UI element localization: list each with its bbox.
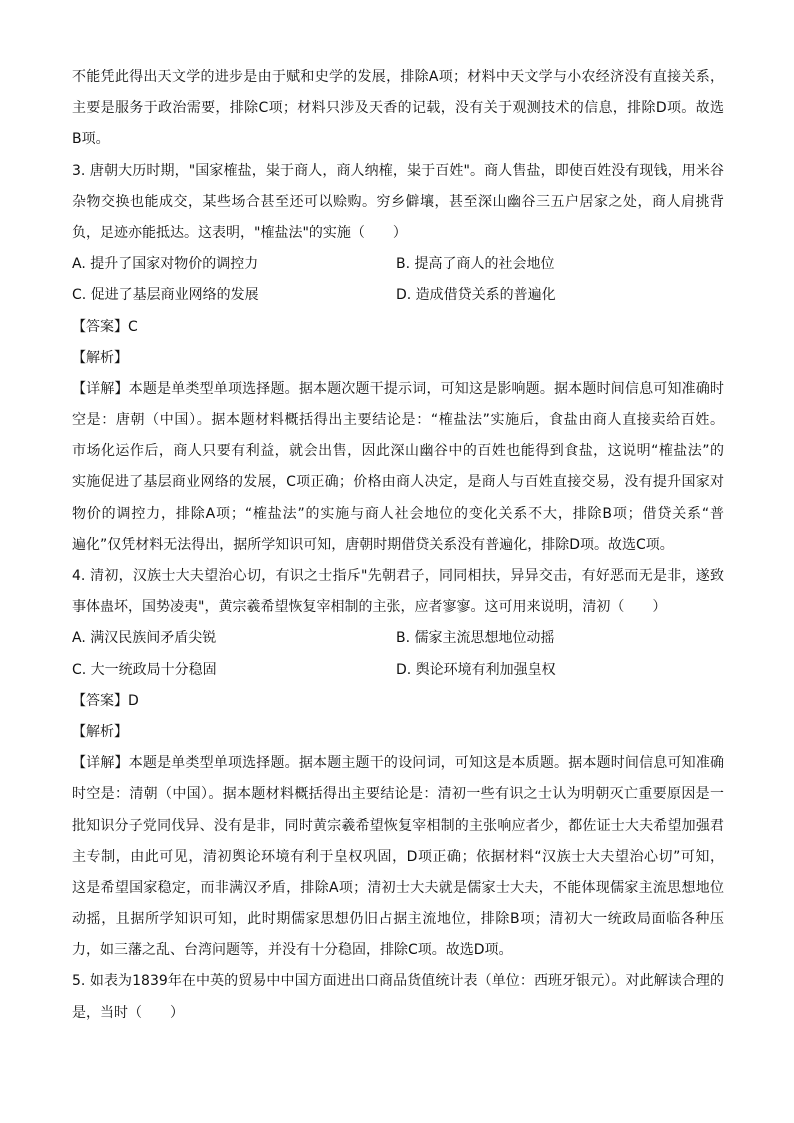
analysis-label: 【解析】 — [72, 349, 128, 366]
text-line: B项。 — [72, 131, 110, 148]
question-stem — [72, 966, 724, 1028]
text-line: 5. 如表为1839年在中英的贸易中中国方面进出口商品货值统计表（单位：西班牙银元）。对此解读合理的 — [72, 973, 724, 990]
text-line: 【详解】本题是单类型单项选择题。据本题主题干的设问词，可知这是本质题。据本题时间信息可知准确 — [72, 755, 724, 772]
text-line: 杂物交换也能成交，某些场合甚至还可以赊购。穷乡僻壤，甚至深山幽谷三五户居家之处，商人肩挑背 — [72, 193, 724, 210]
question-3 — [72, 156, 724, 561]
text-line: 主要是服务于政治需要，排除C项；材料只涉及天香的记载，没有关于观测技术的信息，排除D项。故选 — [72, 100, 724, 117]
text-line: 时空是：清朝（中国）。据本题材料概括得出主要结论是：清初一些有识之士认为明朝灭亡重要原因是一 — [72, 786, 724, 803]
options-row — [72, 249, 724, 280]
option-a: A. 提升了国家对物价的调控力 — [72, 256, 259, 273]
text-line: 4. 清初，汉族士大夫望治心切，有识之士指斥"先朝君子，同同相扶，异异交击，有好恶而无是非，遂致 — [72, 568, 724, 584]
text-line: 空是：唐朝（中国）。据本题材料概括得出主要结论是：“榷盐法”实施后，食盐由商人直接卖给百姓。 — [72, 412, 724, 429]
option-b: B. 儒家主流思想地位动摇 — [396, 630, 555, 647]
text-line: 是，当时（ ） — [72, 1004, 184, 1021]
option-b: B. 提高了商人的社会地位 — [396, 256, 555, 273]
answer-label: 【答案】D — [72, 692, 139, 709]
text-line: 这是希望国家稳定，而非满汉矛盾，排除A项；清初士大夫就是儒家士大夫，不能体现儒家主流思想地位 — [72, 879, 724, 896]
option-d: D. 舆论环境有利加强皇权 — [396, 661, 556, 678]
question-5 — [72, 966, 724, 1028]
text-line: 负，足迹亦能抵达。这表明，"榷盐法"的实施（ ） — [72, 224, 407, 241]
intro-paragraph — [72, 62, 724, 156]
question-stem — [72, 156, 724, 250]
options-row — [72, 280, 724, 311]
option-c: C. 大一统政局十分稳固 — [72, 661, 217, 678]
options-row — [72, 655, 724, 686]
question-stem — [72, 561, 724, 623]
text-line: 【详解】本题是单类型单项选择题。据本题次题干提示词，可知这是影响题。据本题时间信息可知准确时 — [72, 380, 724, 397]
text-line: 实施促进了基层商业网络的发展，C项正确；价格由商人决定，是商人与百姓直接交易，没有提升国家对 — [72, 474, 724, 491]
text-line: 主专制，由此可见，清初舆论环境有利于皇权巩固，D项正确；依据材料“汉族士大夫望治心切”可知， — [72, 848, 724, 865]
analysis-label: 【解析】 — [72, 723, 128, 740]
text-line: 力，如三藩之乱、台湾问题等，并没有十分稳固，排除C项。故选D项。 — [72, 942, 513, 959]
text-line: 市场化运作后，商人只要有利益，就会出售，因此深山幽谷中的百姓也能得到食盐，这说明“榷盐法”的 — [72, 443, 724, 460]
text-line: 物价的调控力，排除A项；“榷盐法”的实施与商人社会地位的变化关系不大，排除B项；借贷关系“普 — [72, 505, 724, 522]
text-line: 批知识分子党同伐异、没有是非，同时黄宗羲希望恢复宰相制的主张响应者少，都佐证士大夫希望加强君 — [72, 817, 724, 834]
option-c: C. 促进了基层商业网络的发展 — [72, 287, 259, 304]
document-page — [72, 62, 724, 1029]
detail-paragraph — [72, 374, 724, 561]
detail-paragraph — [72, 748, 724, 966]
text-line: 不能凭此得出天文学的进步是由于赋和史学的发展，排除A项；材料中天文学与小农经济没有直接关系， — [72, 69, 724, 85]
option-d: D. 造成借贷关系的普遍化 — [396, 287, 556, 304]
text-line: 动摇，且据所学知识可知，此时期儒家思想仍旧占据主流地位，排除B项；清初大一统政局面临各种压 — [72, 911, 724, 928]
text-line: 事体蛊坏，国势凌夷"，黄宗羲希望恢复宰相制的主张，应者寥寥。这可用来说明，清初（ ） — [72, 599, 667, 616]
question-4 — [72, 561, 724, 966]
text-line: 遍化”仅凭材料无法得出，据所学知识可知，唐朝时期借贷关系没有普遍化，排除D项。故选C项。 — [72, 536, 674, 553]
options-row — [72, 623, 724, 654]
option-a: A. 满汉民族间矛盾尖锐 — [72, 630, 217, 647]
answer-label: 【答案】C — [72, 318, 138, 335]
text-line: 3. 唐朝大历时期，"国家榷盐，粜于商人，商人纳榷，粜于百姓"。商人售盐，即使百姓没有现钱，用米谷 — [72, 162, 724, 179]
